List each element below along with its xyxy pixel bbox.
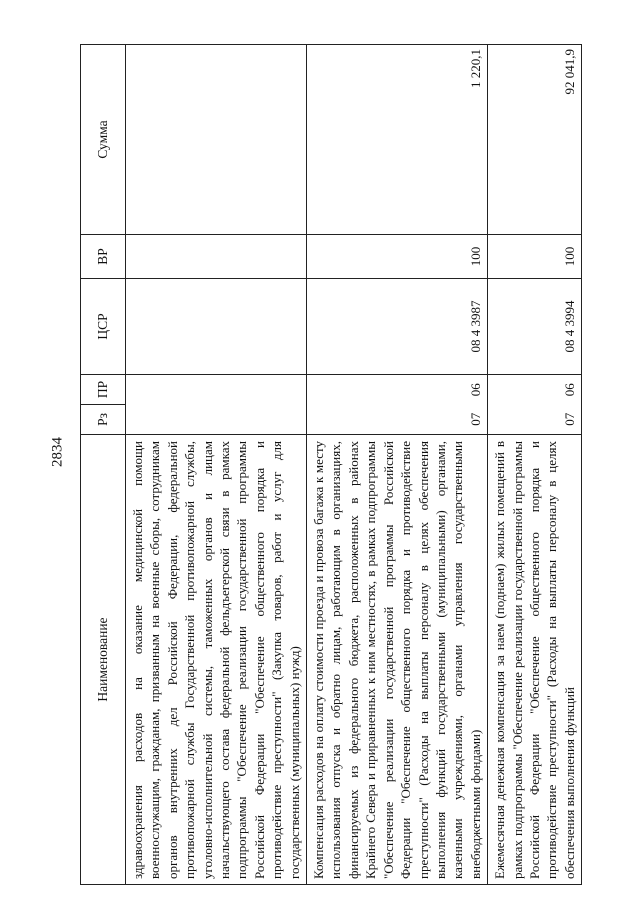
page-number: 2834	[49, 437, 66, 467]
row-name: Ежемесячная денежная компенсация за наем (поднаем) жилых помещений в рамках подпрограммы "Обеспечение реализации государственной программы Российской Федерации "Обеспечение общественного порядка и противодействие преступности" (Расходы на выплаты персоналу в целях обеспечения выполнения функций	[488, 435, 582, 885]
row-vr: 100	[488, 235, 582, 279]
header-rz: Рз	[81, 405, 126, 435]
table-row	[488, 45, 582, 885]
row-rz: 07	[307, 405, 488, 435]
budget-table	[80, 44, 582, 885]
table-row	[126, 45, 307, 885]
rotated-table-page	[80, 45, 630, 885]
row-pr: 06	[488, 375, 582, 405]
row-rz	[126, 405, 307, 435]
table-row	[307, 45, 488, 885]
row-sum: 1 220,1	[307, 45, 488, 235]
row-pr: 06	[307, 375, 488, 405]
row-csr: 08 4 3987	[307, 279, 488, 375]
row-rz: 07	[488, 405, 582, 435]
row-sum: 92 041,9	[488, 45, 582, 235]
header-pr: ПР	[81, 375, 126, 405]
row-vr	[126, 235, 307, 279]
header-sum: Сумма	[81, 45, 126, 235]
row-pr	[126, 375, 307, 405]
header-csr: ЦСР	[81, 279, 126, 375]
row-csr: 08 4 3994	[488, 279, 582, 375]
row-csr	[126, 279, 307, 375]
row-vr: 100	[307, 235, 488, 279]
row-name: здравоохранения расходов на оказание медицинской помощи военнослужащим, гражданам, призванным на военные сборы, сотрудникам органов внутренних дел Российской Федерации, федеральной противопожарной службы Государственной противопожарной службы, уголовно-исполнительной системы, таможенных органов и лицам начальствующего состава федеральной фельдъегерской связи в рамках подпрограммы "Обеспечение реализации государственной программы Российской Федерации "Обеспечение общественного порядка и противодействие преступности" (Закупка товаров, работ и услуг для государственных (муниципальных) нужд)	[126, 435, 307, 885]
header-name: Наименование	[81, 435, 126, 885]
row-name: Компенсация расходов на оплату стоимости проезда и провоза багажа к месту использования отпуска и обратно лицам, работающим в организациях, финансируемых из федерального бюджета, расположенных в районах Крайнего Севера и приравненных к ним местностях, в рамках подпрограммы "Обеспечение реализации государственной программы Российской Федерации "Обеспечение общественного порядка и противодействие преступности" (Расходы на выплаты персоналу в целях обеспечения выполнения функций государственными (муниципальными) органами, казенными учреждениями, органами управления государственными внебюджетными фондами)	[307, 435, 488, 885]
header-vr: ВР	[81, 235, 126, 279]
table-header-row	[81, 45, 126, 885]
row-sum	[126, 45, 307, 235]
